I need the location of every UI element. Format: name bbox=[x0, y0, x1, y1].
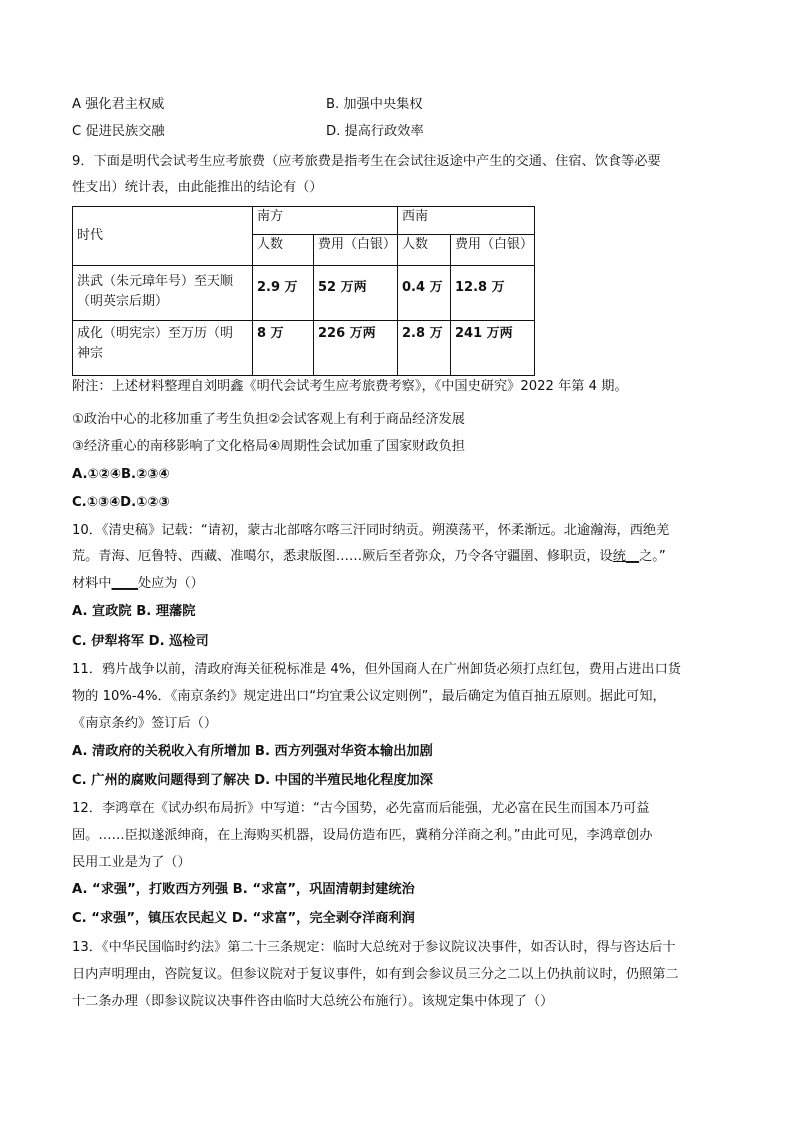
table-header-southwest: 西南 bbox=[398, 207, 535, 235]
q9-options-cd: C.①③④D.①②③ bbox=[72, 495, 170, 510]
q12-options-ab: A. “求强”，打败西方列强 B. “求富”，巩固清朝封建统治 bbox=[72, 882, 415, 897]
table-cell: 226 万两 bbox=[314, 321, 398, 376]
table-header-era: 时代 bbox=[73, 207, 253, 266]
q13-stem-line1: 13．《中华民国临时约法》第二十三条规定：临时大总统对于参议院议决事件，如否认时，得与咨达后十 bbox=[72, 940, 676, 955]
q11-stem-line3: 《南京条约》签订后（） bbox=[72, 716, 218, 731]
table-header-south: 南方 bbox=[253, 207, 398, 235]
q13-stem-line3: 十二条办理（即参议院议决事件咨由临时大总统公布施行）。该规定集中体现了（） bbox=[72, 994, 554, 1009]
q8-option-d: D. 提高行政效率 bbox=[326, 124, 424, 139]
q12-stem-line3: 民用工业是为了（） bbox=[72, 855, 191, 870]
q10-stem-line1: 10．《清史稿》记载：“请初，蒙古北部喀尔喀三汗同时纳贡。朔漠荡平，怀柔渐远。北逾瀚海，西绝羌 bbox=[72, 523, 670, 538]
q12-stem-line1: 12．李鸿章在《试办织布局折》中写道：“古今国势，必先富而后能强，尤必富在民生而国本乃可益 bbox=[72, 801, 650, 816]
q9-stem-line1: 9．下面是明代会试考生应考旅费（应考旅费是指考生在会试往返途中产生的交通、住宿、饮食等必要 bbox=[72, 154, 661, 169]
q9-stats-table bbox=[72, 206, 535, 376]
q10-options-ab: A. 宣政院 B. 理藩院 bbox=[72, 604, 196, 619]
q9-options-ab: A.①②④B.②③④ bbox=[72, 467, 170, 482]
table-cell: 2.8 万 bbox=[398, 321, 451, 376]
q11-options-ab: A. 清政府的关税收入有所增加 B. 西方列强对华资本输出加剧 bbox=[72, 744, 433, 759]
q10-options-cd: C. 伊犁将军 D. 巡检司 bbox=[72, 634, 209, 649]
table-cell-era: 洪武（朱元璋年号）至天顺 （明英宗后期） bbox=[73, 266, 253, 321]
table-row bbox=[73, 266, 535, 321]
q10-stem-line3: 材料中____处应为（） bbox=[72, 576, 204, 591]
q11-options-cd: C. 广州的腐败问题得到了解决 D. 中国的半殖民地化程度加深 bbox=[72, 773, 433, 788]
table-cell: 241 万两 bbox=[451, 321, 535, 376]
q9-table-note: 附注：上述材料整理自刘明鑫《明代会试考生应考旅费考察》，《中国史研究》2022 年第 4 期。 bbox=[72, 379, 628, 394]
table-header-south-count: 人数 bbox=[253, 235, 314, 266]
table-cell: 8 万 bbox=[253, 321, 314, 376]
q11-stem-line2: 物的 10%-4%．《南京条约》规定进出口“均宜秉公议定则例”，最后确定为值百抽五原则。据此可知， bbox=[72, 689, 666, 704]
q8-option-c: C 促进民族交融 bbox=[72, 124, 165, 139]
table-cell: 52 万两 bbox=[314, 266, 398, 321]
q10-stem-line2: 荒。青海、厄鲁特、西藏、准噶尔，悉隶版图……厥后至者弥众，乃令各守疆圉、修职贡，设统__之。” bbox=[72, 549, 666, 564]
table-cell: 12.8 万 bbox=[451, 266, 535, 321]
q9-statements-2: ③经济重心的南移影响了文化格局④周期性会试加重了国家财政负担 bbox=[72, 439, 465, 454]
table-cell-era: 成化（明宪宗）至万历（明 神宗 bbox=[73, 321, 253, 376]
table-header-southwest-count: 人数 bbox=[398, 235, 451, 266]
q8-option-a: A 强化君主权威 bbox=[72, 97, 165, 112]
table-cell: 0.4 万 bbox=[398, 266, 451, 321]
table-row bbox=[73, 321, 535, 376]
table-cell: 2.9 万 bbox=[253, 266, 314, 321]
q9-stem-line2: 性支出）统计表，由此能推出的结论有（） bbox=[72, 180, 323, 195]
q9-statements-1: ①政治中心的北移加重了考生负担②会试客观上有利于商品经济发展 bbox=[72, 412, 465, 427]
q8-option-b: B. 加强中央集权 bbox=[326, 97, 423, 112]
q12-stem-line2: 固。……臣拟遂派绅商，在上海购买机器，设局仿造布匹，冀稍分洋商之利。”由此可见，李鸿章创办 bbox=[72, 828, 653, 843]
q12-options-cd: C. “求强”，镇压农民起义 D. “求富”，完全剥夺洋商利润 bbox=[72, 911, 415, 926]
table-header-southwest-cost: 费用（白银） bbox=[451, 235, 535, 266]
q13-stem-line2: 日内声明理由，咨院复议。但参议院对于复议事件，如有到会参议员三分之二以上仍执前议时，仍照第二 bbox=[72, 967, 679, 982]
table-header-south-cost: 费用（白银） bbox=[314, 235, 398, 266]
q11-stem-line1: 11．鸦片战争以前，清政府海关征税标准是 4%，但外国商人在广州卸货必须打点红包，费用占进出口货 bbox=[72, 662, 681, 677]
